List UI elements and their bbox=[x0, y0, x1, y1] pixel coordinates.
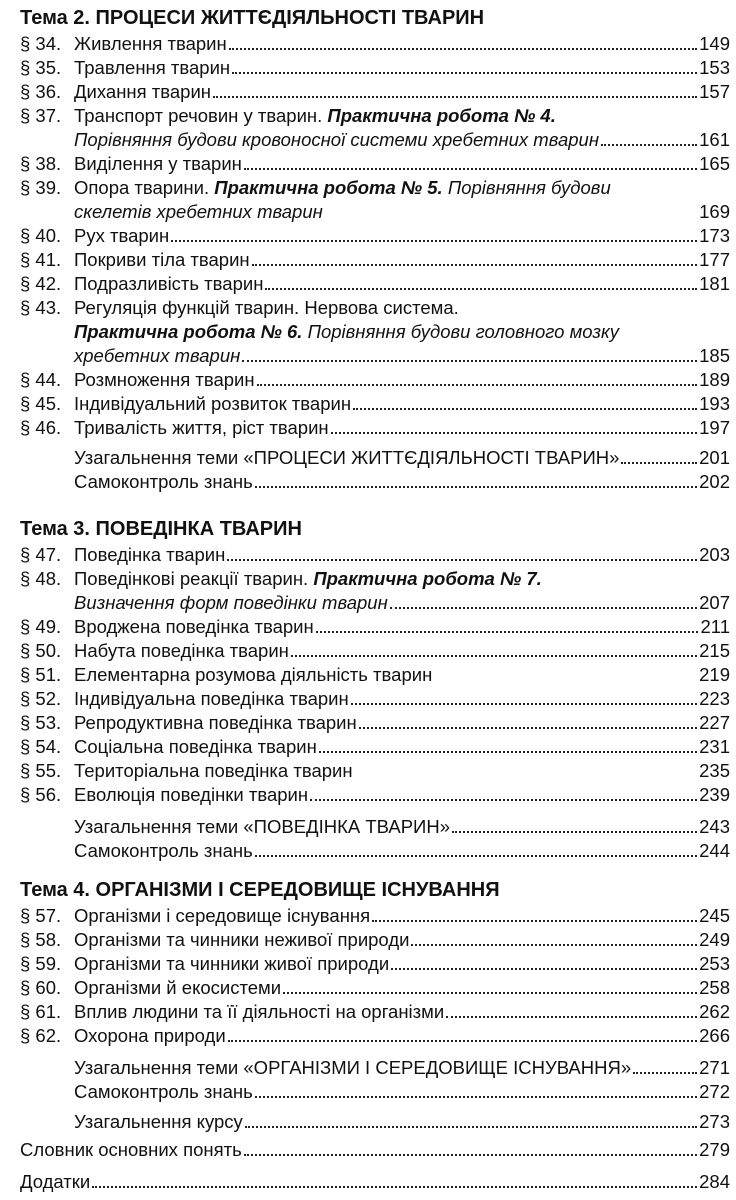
leader-dots bbox=[244, 154, 697, 170]
leader-dots bbox=[359, 713, 697, 729]
leader-dots bbox=[283, 978, 697, 994]
toc-topic-4-summary[interactable]: Узагальнення теми «ОРГАНІЗМИ І СЕРЕДОВИЩЕ ІСНУВАННЯ» 271 bbox=[74, 1057, 730, 1078]
leader-dots bbox=[633, 1058, 697, 1074]
toc-entry-54[interactable]: § 54. Соціальна поведінка тварин 231 bbox=[20, 736, 730, 757]
toc-entry-48[interactable]: § 48. Поведінкові реакції тварин. Практична робота № 7. Визначення форм поведінки тварин 207 bbox=[20, 568, 730, 613]
leader-dots bbox=[316, 617, 698, 633]
leader-dots bbox=[452, 817, 697, 833]
leader-blank bbox=[325, 202, 697, 218]
toc-entry-47[interactable]: § 47. Поведінка тварин 203 bbox=[20, 544, 730, 565]
topic-2-title: Тема 2. ПРОЦЕСИ ЖИТТЄДІЯЛЬНОСТІ ТВАРИН bbox=[20, 7, 485, 29]
leader-dots bbox=[232, 58, 697, 74]
toc-glossary[interactable]: Словник основних понять 279 bbox=[20, 1139, 730, 1160]
leader-dots bbox=[411, 930, 697, 946]
toc-course-summary[interactable]: Узагальнення курсу 273 bbox=[74, 1111, 730, 1132]
leader-dots bbox=[331, 418, 697, 434]
leader-dots bbox=[255, 841, 697, 857]
back-matter bbox=[20, 1138, 730, 1194]
leader-dots bbox=[390, 593, 697, 609]
leader-dots bbox=[621, 448, 697, 464]
toc-entry-57[interactable]: § 57. Організми і середовище існування 245 bbox=[20, 905, 730, 926]
leader-dots bbox=[291, 641, 697, 657]
toc-entry-56[interactable]: § 56. Еволюція поведінки тварин 239 bbox=[20, 784, 730, 805]
toc-entry-42[interactable]: § 42. Подразливість тварин 181 bbox=[20, 273, 730, 294]
toc-entry-45[interactable]: § 45. Індивідуальний розвиток тварин 193 bbox=[20, 393, 730, 414]
leader-dots bbox=[252, 250, 697, 266]
leader-blank bbox=[355, 761, 698, 777]
toc-entry-44[interactable]: § 44. Розмноження тварин 189 bbox=[20, 369, 730, 390]
topic-4-title: Тема 4. ОРГАНІЗМИ І СЕРЕДОВИЩЕ ІСНУВАННЯ bbox=[20, 879, 500, 901]
leader-dots bbox=[446, 1002, 697, 1018]
leader-dots bbox=[310, 785, 697, 801]
toc-entry-61[interactable]: § 61. Вплив людини та її діяльності на організми 262 bbox=[20, 1001, 730, 1022]
topic-2-section bbox=[20, 4, 730, 494]
toc-entry-55[interactable]: § 55. Територіальна поведінка тварин 235 bbox=[20, 760, 730, 781]
leader-dots bbox=[227, 545, 697, 561]
toc-entry-50[interactable]: § 50. Набута поведінка тварин 215 bbox=[20, 640, 730, 661]
toc-entry-60[interactable]: § 60. Організми й екосистеми 258 bbox=[20, 977, 730, 998]
toc-entry-43[interactable]: § 43. Регуляція функцій тварин. Нервова система. Практична робота № 6. Порівняння будови головного мозку хребетних тварин 185 bbox=[20, 297, 730, 366]
toc-topic-3-summary[interactable]: Узагальнення теми «ПОВЕДІНКА ТВАРИН» 243 bbox=[74, 816, 730, 837]
toc-entry-41[interactable]: § 41. Покриви тіла тварин 177 bbox=[20, 249, 730, 270]
toc-entry-58[interactable]: § 58. Організми та чинники неживої природи 249 bbox=[20, 929, 730, 950]
leader-dots bbox=[213, 82, 697, 98]
topic-3-section bbox=[20, 515, 730, 863]
leader-dots bbox=[255, 472, 697, 488]
leader-dots bbox=[228, 1026, 697, 1042]
toc-topic-4-selfcheck[interactable]: Самоконтроль знань 272 bbox=[74, 1081, 730, 1102]
toc-topic-2-selfcheck[interactable]: Самоконтроль знань 202 bbox=[74, 471, 730, 492]
leader-dots bbox=[242, 346, 697, 362]
toc-entry-34[interactable]: § 34. Живлення тварин 149 bbox=[20, 33, 730, 54]
toc-entry-46[interactable]: § 46. Тривалість життя, ріст тварин 197 bbox=[20, 417, 730, 438]
toc-appendix[interactable]: Додатки 284 bbox=[20, 1171, 730, 1192]
leader-dots bbox=[171, 226, 697, 242]
leader-dots bbox=[353, 394, 697, 410]
leader-dots bbox=[92, 1172, 697, 1188]
toc-entry-38[interactable]: § 38. Виділення у тварин 165 bbox=[20, 153, 730, 174]
leader-dots bbox=[265, 274, 697, 290]
leader-dots bbox=[255, 1082, 697, 1098]
leader-dots bbox=[257, 370, 698, 386]
toc-entry-51[interactable]: § 51. Елементарна розумова діяльність тварин 219 bbox=[20, 664, 730, 685]
toc-entry-52[interactable]: § 52. Індивідуальна поведінка тварин 223 bbox=[20, 688, 730, 709]
toc-entry-59[interactable]: § 59. Організми та чинники живої природи 253 bbox=[20, 953, 730, 974]
leader-dots bbox=[601, 130, 697, 146]
toc-entry-35[interactable]: § 35. Травлення тварин 153 bbox=[20, 57, 730, 78]
toc-entry-53[interactable]: § 53. Репродуктивна поведінка тварин 227 bbox=[20, 712, 730, 733]
leader-dots bbox=[229, 34, 697, 50]
leader-dots bbox=[319, 737, 697, 753]
toc-entry-36[interactable]: § 36. Дихання тварин 157 bbox=[20, 81, 730, 102]
topic-4-section bbox=[20, 876, 730, 1134]
leader-blank bbox=[434, 665, 697, 681]
toc-entry-39[interactable]: § 39. Опора тварини. Практична робота № 5. Порівняння будови скелетів хребетних тварин 169 bbox=[20, 177, 730, 222]
toc-entry-40[interactable]: § 40. Рух тварин 173 bbox=[20, 225, 730, 246]
toc-entry-37[interactable]: § 37. Транспорт речовин у тварин. Практична робота № 4. Порівняння будови кровоносної системи хребетних тварин 161 bbox=[20, 105, 730, 150]
toc-topic-3-selfcheck[interactable]: Самоконтроль знань 244 bbox=[74, 840, 730, 861]
leader-dots bbox=[245, 1112, 697, 1128]
leader-dots bbox=[244, 1140, 697, 1156]
leader-dots bbox=[351, 689, 697, 705]
toc-topic-2-summary[interactable]: Узагальнення теми «ПРОЦЕСИ ЖИТТЄДІЯЛЬНОСТІ ТВАРИН» 201 bbox=[74, 447, 730, 468]
leader-dots bbox=[391, 954, 697, 970]
topic-3-title: Тема 3. ПОВЕДІНКА ТВАРИН bbox=[20, 518, 302, 540]
leader-dots bbox=[372, 906, 697, 922]
toc-entry-49[interactable]: § 49. Вроджена поведінка тварин 211 bbox=[20, 616, 730, 637]
toc-entry-62[interactable]: § 62. Охорона природи 266 bbox=[20, 1025, 730, 1046]
